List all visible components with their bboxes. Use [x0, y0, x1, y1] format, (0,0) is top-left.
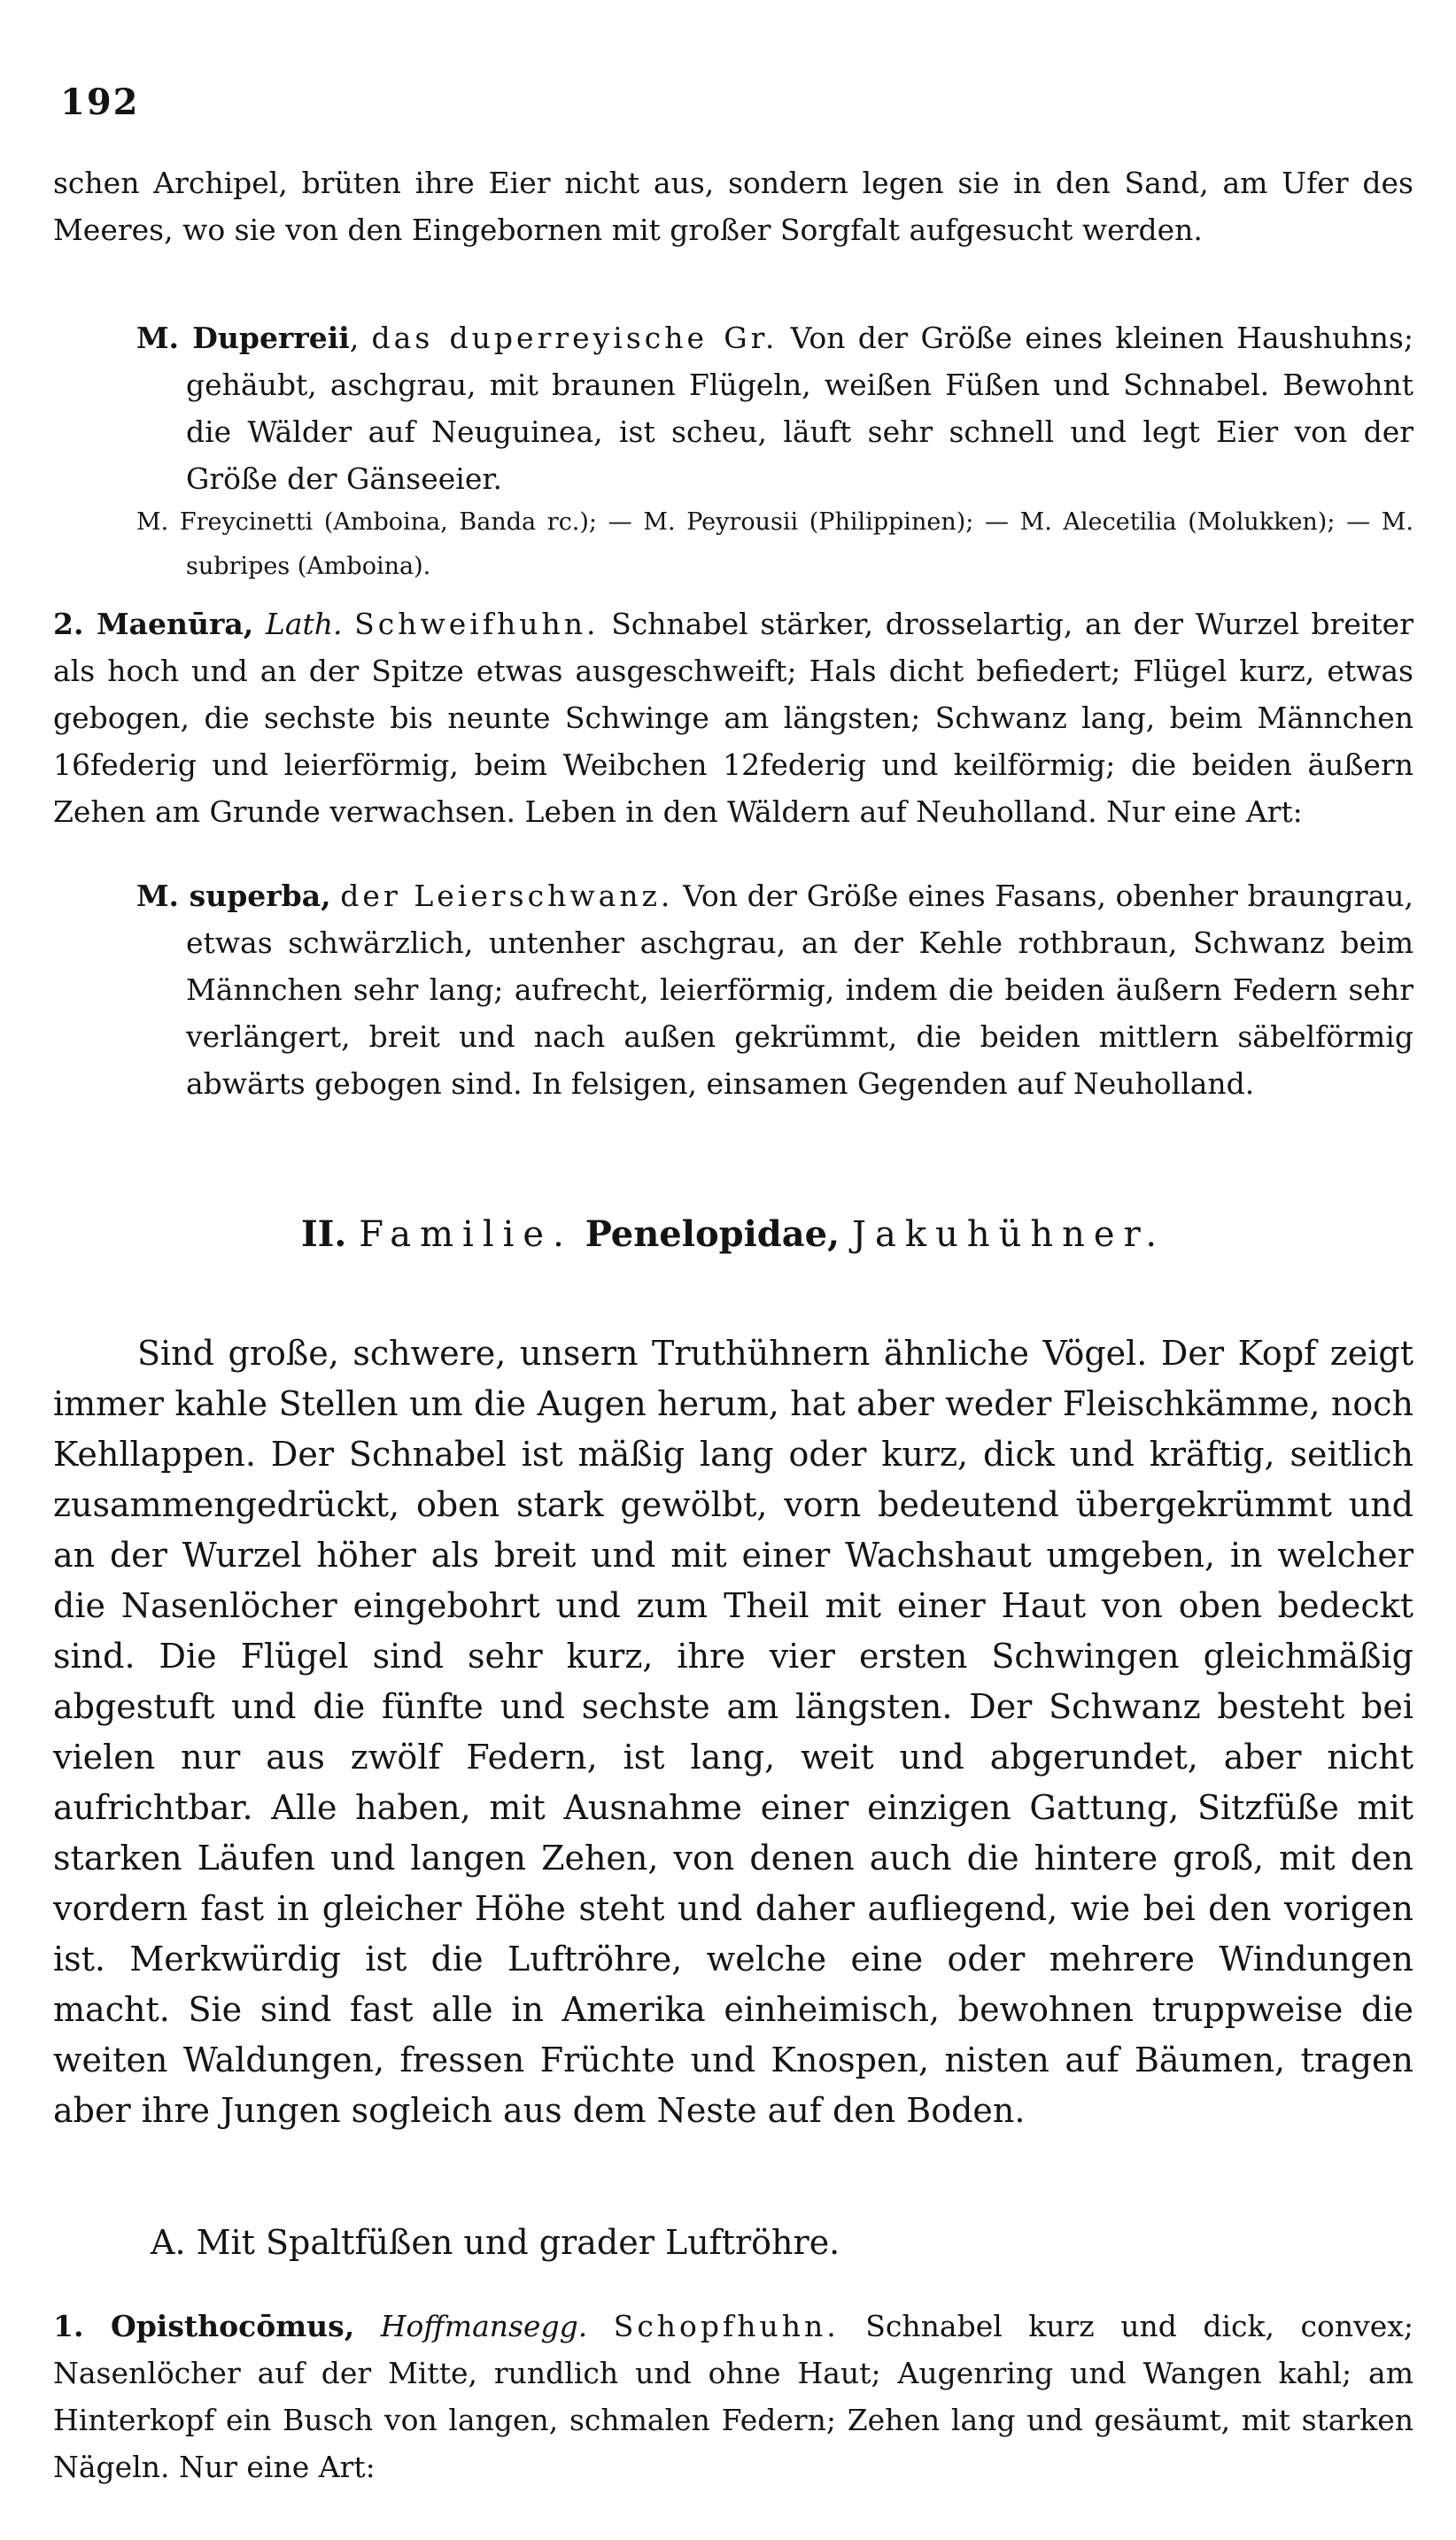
species-list-block	[53, 500, 1413, 589]
intro-paragraph-block	[53, 159, 1413, 253]
family-heading	[53, 1213, 1413, 1255]
page-number: 192	[60, 81, 140, 123]
species-common-name: das duperreyische Gr.	[371, 321, 778, 355]
species-superba	[53, 872, 1413, 1107]
species-name: M. superba,	[136, 879, 331, 913]
genus-description: Schnabel stärker, drosselartig, an der Wurzel breiter als hoch und an der Spitze etwas ausgeschweift; Hals dicht befiedert; Flügel kurz, etwas gebogen, die sechste bis neunte Schwinge am längsten; Schwanz lang, beim Männchen 16federig und leierförmig, beim Weibchen 12federig und keilförmig; die beiden äußern Zehen am Grunde verwachsen. Leben in den Wäldern auf Neuholland. Nur eine Art:	[53, 607, 1413, 829]
family-german: Jakuhühner.	[852, 1214, 1166, 1255]
genus-opisthocomus	[53, 2303, 1413, 2490]
genus-author: Hoffmansegg.	[380, 2309, 588, 2343]
genus-maenura	[53, 600, 1413, 835]
genus-author: Lath.	[265, 607, 343, 641]
species-description: Von der Größe eines Fasans, obenher braungrau, etwas schwärzlich, untenher aschgrau, an der Kehle rothbraun, Schwanz beim Männchen sehr lang; aufrecht, leierförmig, indem die beiden äußern Federn sehr verlängert, breit und nach außen gekrümmt, die beiden mittlern säbelförmig abwärts gebogen sind. In felsigen, einsamen Gegenden auf Neuholland.	[186, 879, 1413, 1101]
genus-name: 1. Opisthocōmus,	[53, 2309, 355, 2343]
species-name: M. Duperreii	[136, 321, 350, 355]
intro-paragraph: schen Archipel, brüten ihre Eier nicht aus, sondern legen sie in den Sand, am Ufer des Meeres, wo sie von den Eingebornen mit großer Sorgfalt aufgesucht werden.	[53, 166, 1413, 247]
subsection-heading: A. Mit Spaltfüßen und grader Luftröhre.	[151, 2223, 840, 2262]
family-word: Familie.	[359, 1214, 573, 1255]
genus-description: Schnabel kurz und dick, convex; Nasenlöcher auf der Mitte, rundlich und ohne Haut; Augenring und Wangen kahl; am Hinterkopf ein Busch von langen, schmalen Federn; Zehen lang und gesäumt, mit starken Nägeln. Nur eine Art:	[53, 2309, 1413, 2484]
species-list: M. Freycinetti (Amboina, Banda rc.); — M. Peyrousii (Philippinen); — M. Alecetilia (Molukken); — M. subripes (Amboina).	[136, 508, 1413, 580]
species-common-name: der Leierschwanz.	[340, 879, 674, 913]
genus-common-name: Schopfhuhn.	[613, 2309, 840, 2343]
genus-name: 2. Maenūra,	[53, 607, 254, 641]
family-latin: Penelopidae,	[585, 1213, 840, 1255]
species-description: Von der Größe eines kleinen Haushuhns; gehäubt, aschgrau, mit braunen Flügeln, weißen Füßen und Schnabel. Bewohnt die Wälder auf Neuguinea, ist scheu, läuft sehr schnell und legt Eier von der Größe der Gänseeier.	[186, 321, 1413, 496]
genus-common-name: Schweifhuhn.	[354, 607, 600, 641]
family-description-block	[53, 1328, 1413, 2136]
family-description: Sind große, schwere, unsern Truthühnern ähnliche Vögel. Der Kopf zeigt immer kahle Stellen um die Augen herum, hat aber weder Fleischkämme, noch Kehllappen. Der Schnabel ist mäßig lang oder kurz, dick und kräftig, seitlich zusammengedrückt, oben stark gewölbt, vorn bedeutend übergekrümmt und an der Wurzel höher als breit und mit einer Wachshaut umgeben, in welcher die Nasenlöcher eingebohrt und zum Theil mit einer Haut von oben bedeckt sind. Die Flügel sind sehr kurz, ihre vier ersten Schwingen gleichmäßig abgestuft und die fünfte und sechste am längsten. Der Schwanz besteht bei vielen nur aus zwölf Federn, ist lang, weit und abgerundet, aber nicht aufrichtbar. Alle haben, mit Ausnahme einer einzigen Gattung, Sitzfüße mit starken Läufen und langen Zehen, von denen auch die hintere groß, mit den vordern fast in gleicher Höhe steht und daher aufliegend, wie bei den vorigen ist. Merkwürdig ist die Luftröhre, welche eine oder mehrere Windungen macht. Sie sind fast alle in Amerika einheimisch, bewohnen truppweise die weiten Waldungen, fressen Früchte und Knospen, nisten auf Bäumen, tragen aber ihre Jungen sogleich aus dem Neste auf den Boden.	[53, 1334, 1413, 2130]
family-number: II.	[300, 1213, 347, 1255]
subsection-a	[53, 2223, 1413, 2262]
species-duperreii: M. Duperreii, das duperreyische Gr. Von der Größe eines kleinen Haushuhns; gehäubt, aschgrau, mit braunen Flügeln, weißen Füßen und Schnabel. Bewohnt die Wälder auf Neuguinea, ist scheu, läuft sehr schnell und legt Eier von der Größe der Gänseeier.	[136, 321, 1413, 496]
